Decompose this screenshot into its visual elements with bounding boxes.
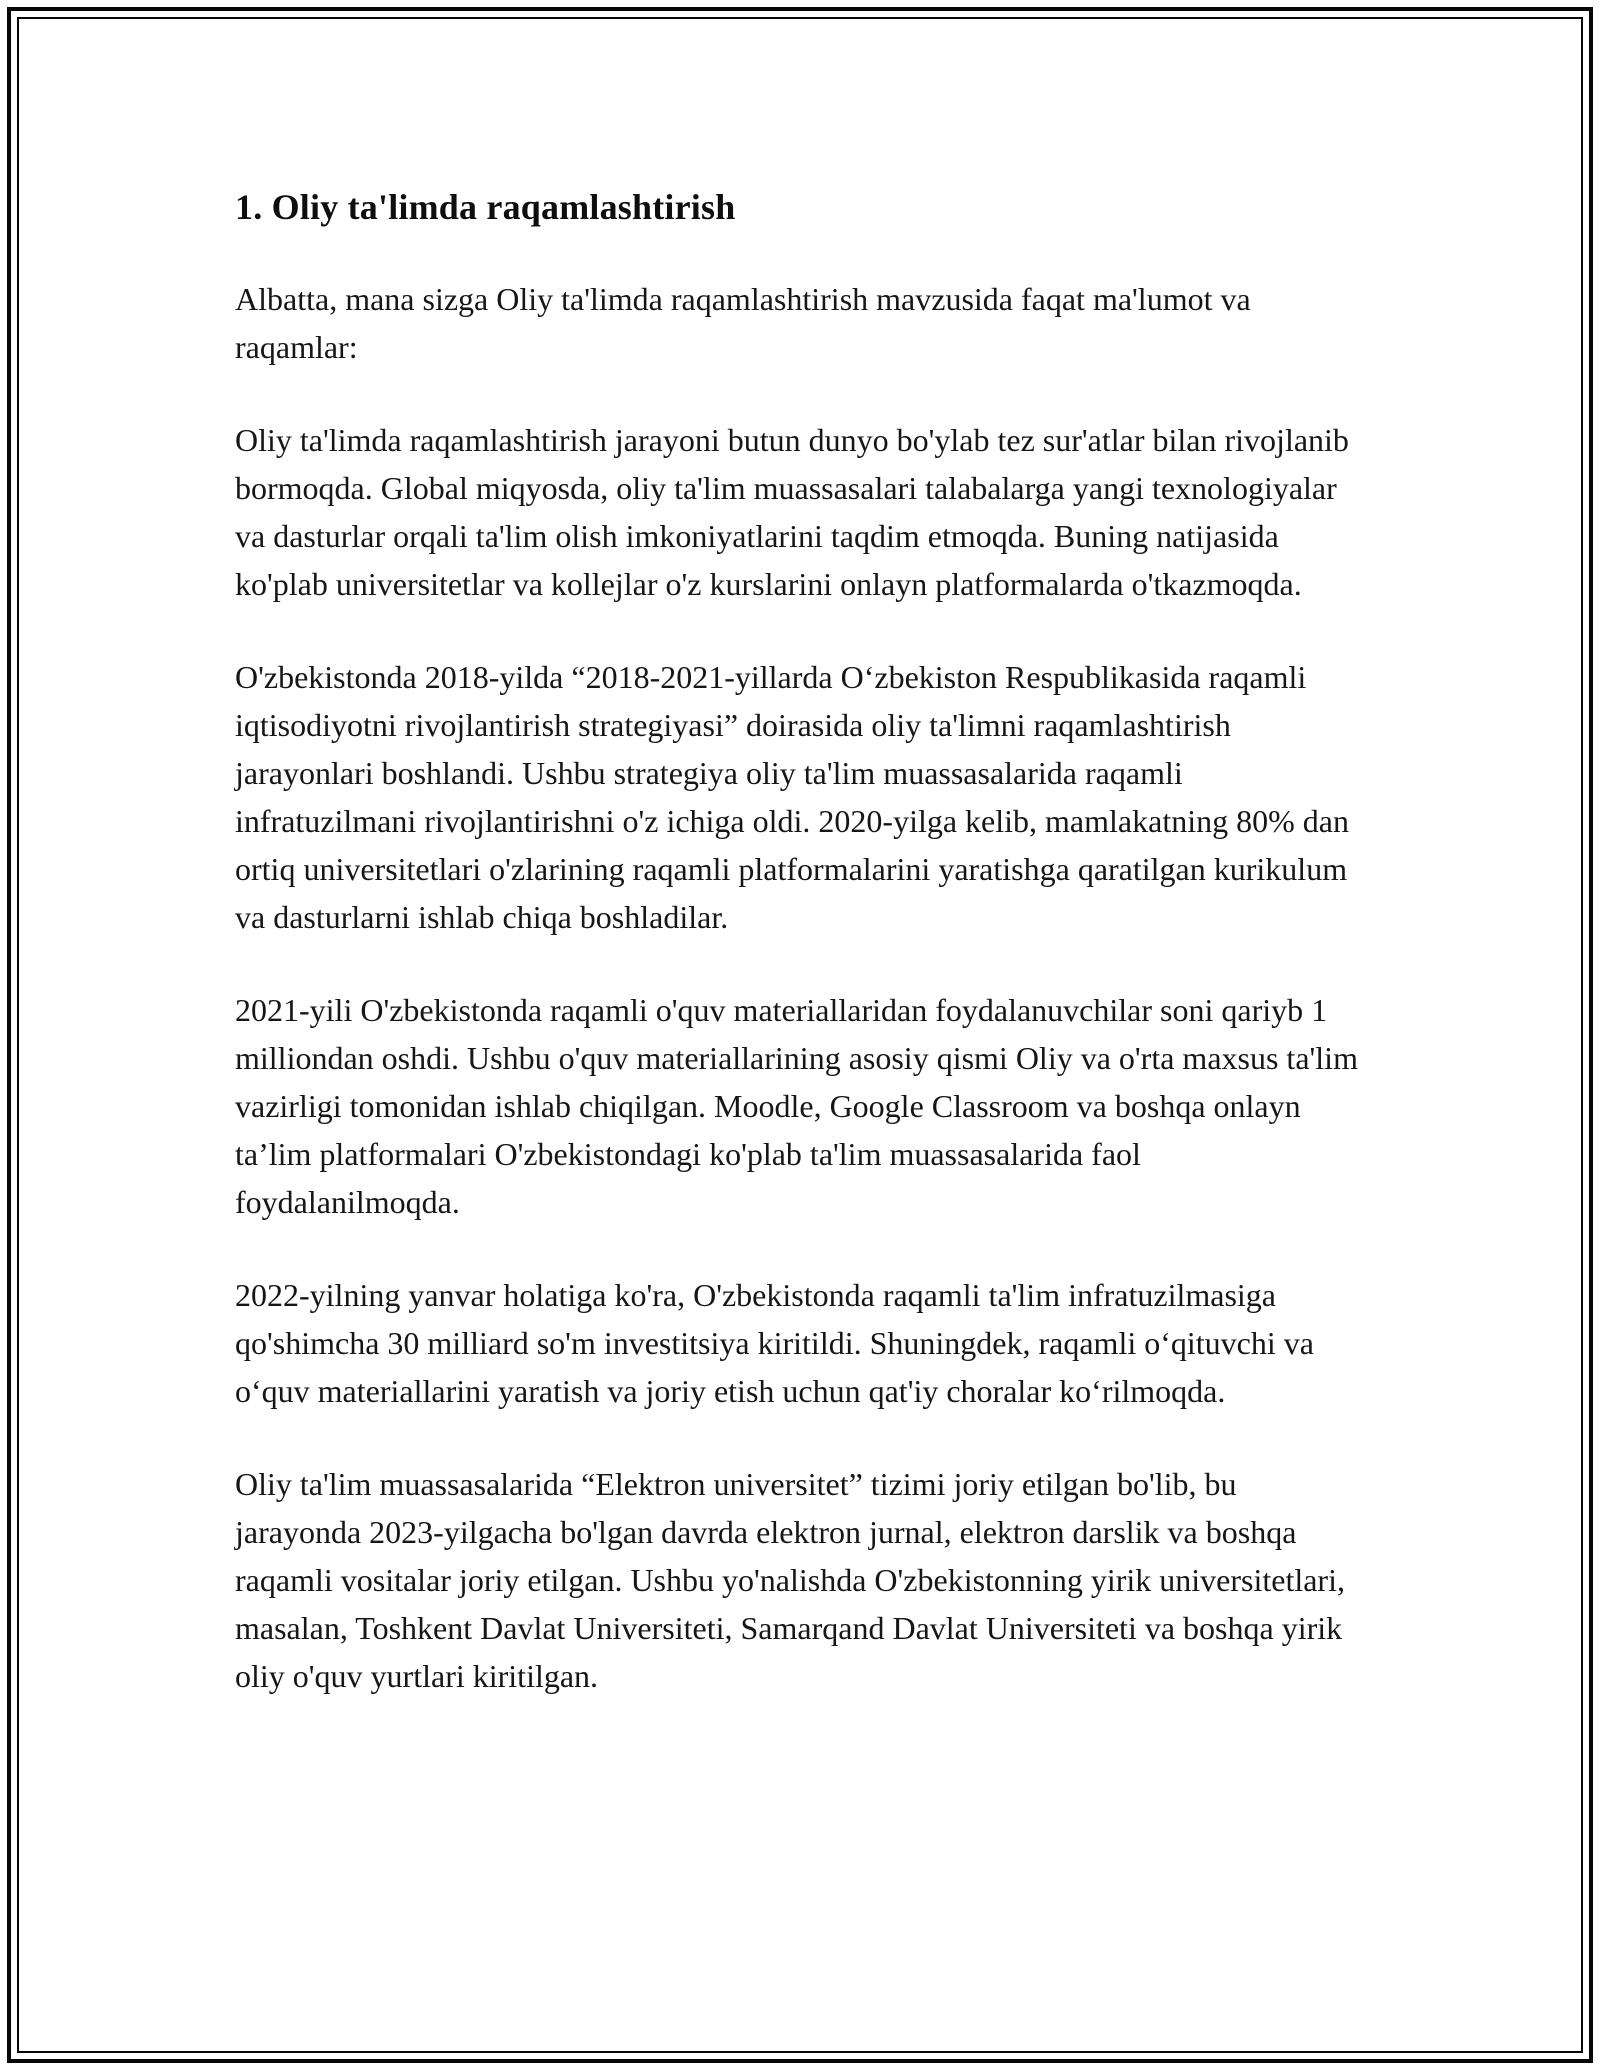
paragraph-strategy-2018: O'zbekistonda 2018-yilda “2018-2021-yillarda Oʻzbekiston Respublikasida raqamli iqtisodiyotni rivojlantirish strategiyasi” doirasida oliy ta'limni raqamlashtirish jarayonlari boshlandi. Ushbu strategiya oliy ta'lim muassasalarida raqamli infratuzilmani rivojlantirishni o'z ichiga oldi. 2020-yilga kelib, mamlakatning 80% dan ortiq universitetlari o'zlarining raqamli platformalarini yaratishga qaratilgan kurikulum va dasturlarni ishlab chiqa boshladilar. bbox=[235, 659, 1349, 936]
paragraph-global-trend: Oliy ta'limda raqamlashtirish jarayoni butun dunyo bo'ylab tez sur'atlar bilan rivojlanib bormoqda. Global miqyosda, oliy ta'lim muassasalari talabalarga yangi texnologiyalar va dasturlar orqali ta'lim olish imkoniyatlarini taqdim etmoqda. Buning natijasida ko'plab universitetlar va kollejlar o'z kurslarini onlayn platformalarda o'tkazmoqda. bbox=[235, 422, 1349, 603]
paragraph-intro: Albatta, mana sizga Oliy ta'limda raqamlashtirish mavzusida faqat ma'lumot va raqamlar: bbox=[235, 281, 1251, 366]
paragraph-investment-2022: 2022-yilning yanvar holatiga ko'ra, O'zbekistonda raqamli ta'lim infratuzilmasiga qo'shimcha 30 milliard so'm investitsiya kiritildi. Shuningdek, raqamli oʻqituvchi va oʻquv materiallarini yaratish va joriy etish uchun qat'iy choralar koʻrilmoqda. bbox=[235, 1277, 1314, 1410]
document-page bbox=[235, 186, 1360, 1700]
paragraph-elektron-universitet: Oliy ta'lim muassasalarida “Elektron universitet” tizimi joriy etilgan bo'lib, bu jarayonda 2023-yilgacha bo'lgan davrda elektron jurnal, elektron darslik va boshqa raqamli vositalar joriy etilgan. Ushbu yo'nalishda O'zbekistonning yirik universitetlari, masalan, Toshkent Davlat Universiteti, Samarqand Davlat Universiteti va boshqa yirik oliy o'quv yurtlari kiritilgan. bbox=[235, 1466, 1345, 1695]
paragraph-users-2021: 2021-yili O'zbekistonda raqamli o'quv materiallaridan foydalanuvchilar soni qariyb 1 milliondan oshdi. Ushbu o'quv materiallarining asosiy qismi Oliy va o'rta maxsus ta'lim vazirligi tomonidan ishlab chiqilgan. Moodle, Google Classroom va boshqa onlayn ta’lim platformalari O'zbekistondagi ko'plab ta'lim muassasalarida faol foydalanilmoqda. bbox=[235, 992, 1358, 1221]
page-title: 1. Oliy ta'limda raqamlashtirish bbox=[235, 187, 736, 227]
